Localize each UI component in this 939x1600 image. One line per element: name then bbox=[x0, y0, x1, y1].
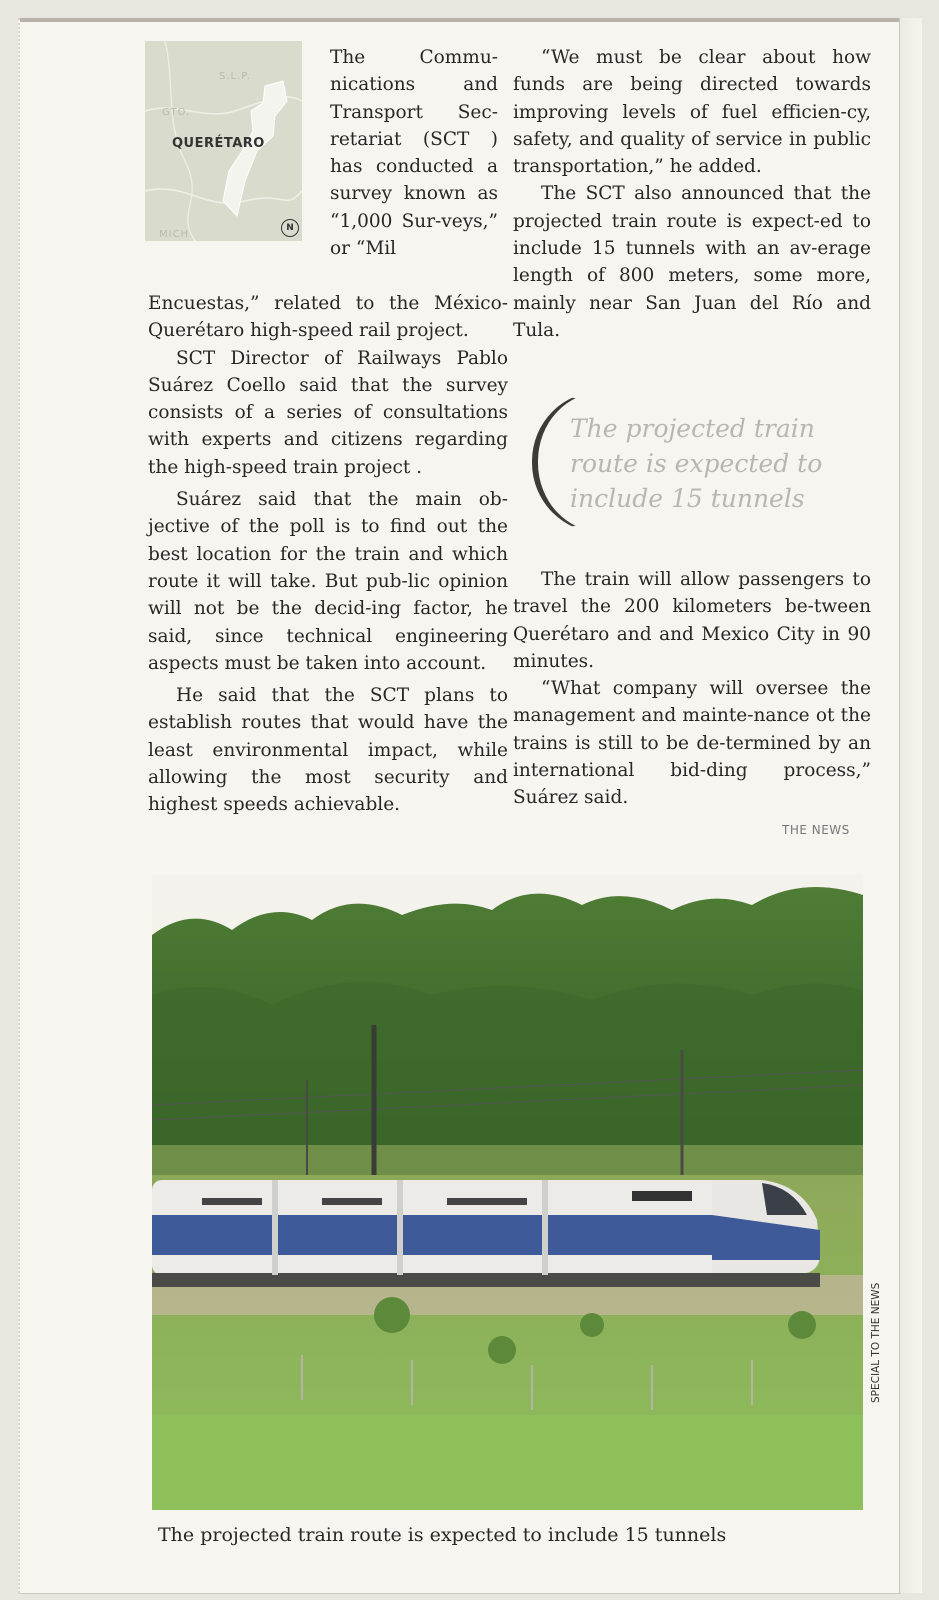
map-label-queretaro: QUERÉTARO bbox=[172, 136, 265, 151]
article-col2-lower bbox=[513, 566, 871, 812]
train-photo-illustration bbox=[152, 875, 863, 1510]
top-rule bbox=[20, 18, 900, 22]
article-paragraph-6: The SCT also announced that the projected train route is expect-ed to include 15 tunnels with an av-erage length of 800 meters, some more, mainly near San Juan del Río and Tula. bbox=[513, 183, 871, 341]
article-paragraph-4: He said that the SCT plans to establish routes that would have the least environmental impact, while allowing the most security and highest speeds achievable. bbox=[148, 685, 508, 816]
article-paragraph-3: Suárez said that the main ob-jective of the poll is to find out the best location for the train and which route it will take. But pub-lic opinion will not be the decid-ing factor, he said, since technical engineering aspects must be taken into account. bbox=[148, 489, 508, 674]
map-label-gto: GTO. bbox=[162, 107, 191, 118]
photo-credit: SPECIAL TO THE NEWS bbox=[870, 1282, 882, 1403]
article-col2 bbox=[513, 44, 871, 344]
article-paragraph-2: SCT Director of Railways Pablo Suárez Coello said that the survey consists of a series of consultations with experts and citizens regarding the high-speed train project . bbox=[148, 347, 508, 478]
article-paragraph-5: “We must be clear about how funds are being directed towards improving levels of fuel efficien-cy, safety, and quality of service in public transportation,” he added. bbox=[513, 47, 871, 178]
map-label-mich: MICH bbox=[159, 229, 190, 240]
map-label-slp: S.L.P. bbox=[219, 71, 251, 82]
north-arrow-icon: N bbox=[281, 219, 299, 237]
queretaro-map bbox=[145, 41, 302, 241]
pull-quote: The projected train route is expected to include 15 tunnels bbox=[570, 414, 823, 513]
article-paragraph-1-continued: Encuestas,” related to the México-Querétaro high-speed rail project. bbox=[148, 293, 508, 342]
article-col1 bbox=[148, 290, 508, 819]
article-paragraph-7: The train will allow passengers to travel the 200 kilometers be-tween Querétaro and and Mexico City in 90 minutes. bbox=[513, 569, 871, 672]
photo-caption: The projected train route is expected to include 15 tunnels bbox=[158, 1524, 727, 1546]
article-paragraph-1: The Commu-nications and Transport Sec-retariat (SCT ) has conducted a survey known as “1,000 Sur-veys,” or “Mil bbox=[330, 47, 498, 260]
newspaper-page bbox=[18, 18, 900, 1593]
article-credit: THE NEWS bbox=[782, 823, 850, 837]
article-paragraph-8: “What company will oversee the management and mainte-nance ot the trains is still to be de-termined by an international bid-ding process,” Suárez said. bbox=[513, 678, 871, 809]
train-cars bbox=[152, 1180, 820, 1287]
train-photo bbox=[152, 875, 863, 1510]
article-col1-top bbox=[330, 44, 498, 262]
